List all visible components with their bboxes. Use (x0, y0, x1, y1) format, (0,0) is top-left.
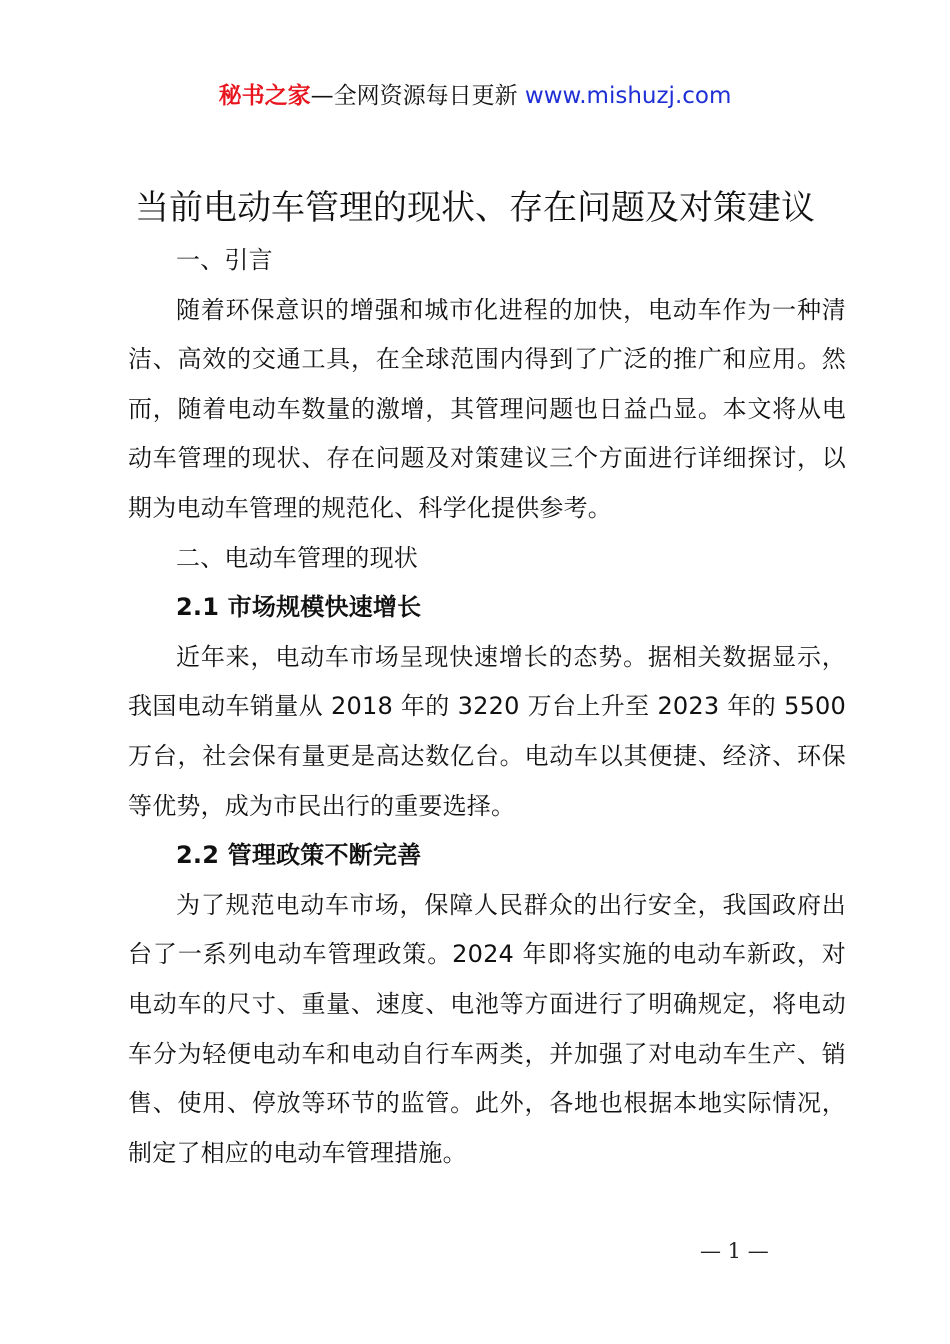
section-heading-status: 二、电动车管理的现状 (176, 543, 418, 572)
paragraph-policy: 为了规范电动车市场，保障人民群众的出行安全，我国政府出台了一系列电动车管理政策。2024 年即将实施的电动车新政，对电动车的尺寸、重量、速度、电池等方面进行了明确规定，将电动车分为轻便电动车和电动自行车两类，并加强了对电动车生产、销售、使用、停放等环节的监管。此外，各地也根据本地实际情况，制定了相应的电动车管理措施。 (128, 890, 846, 1167)
document-body (128, 236, 846, 1178)
document-title: 当前电动车管理的现状、存在问题及对策建议 (135, 188, 815, 228)
page-number: — 1 — (700, 1239, 769, 1263)
subsection-heading-market-growth: 2.1 市场规模快速增长 (176, 593, 422, 622)
section-heading-introduction: 一、引言 (176, 246, 273, 274)
site-banner (0, 80, 950, 112)
paragraph-introduction: 随着环保意识的增强和城市化进程的加快，电动车作为一种清洁、高效的交通工具，在全球范围内得到了广泛的推广和应用。然而，随着电动车数量的激增，其管理问题也日益凸显。本文将从电动车管理的现状、存在问题及对策建议三个方面进行详细探讨，以期为电动车管理的规范化、科学化提供参考。 (128, 295, 846, 522)
subsection-heading-policy: 2.2 管理政策不断完善 (176, 841, 422, 870)
paragraph-market-growth: 近年来，电动车市场呈现快速增长的态势。据相关数据显示，我国电动车销量从 2018 年的 3220 万台上升至 2023 年的 5500 万台，社会保有量更是高达数亿台。电动车以其便捷、经济、环保等优势，成为市民出行的重要选择。 (128, 642, 846, 820)
banner-url-link[interactable]: www.mishuzj.com (524, 83, 732, 109)
banner-brand: 秘书之家 (218, 83, 311, 109)
banner-tagline: —全网资源每日更新 (310, 83, 518, 109)
